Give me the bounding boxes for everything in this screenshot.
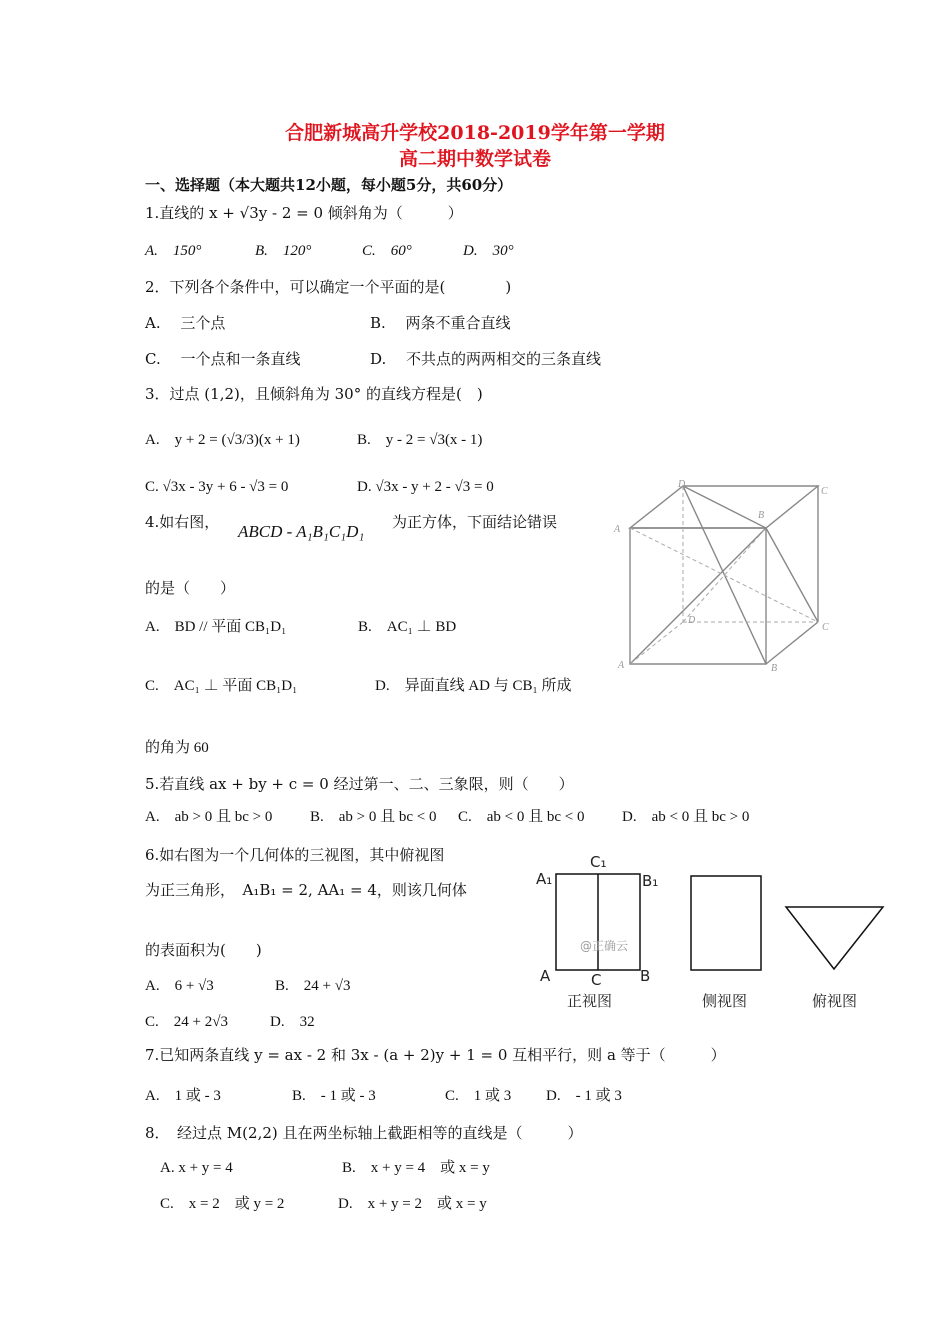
q1-stem: 1.直线的 x + √3y - 2 = 0 倾斜角为（ ）: [145, 204, 463, 222]
q4-option-d: D. 异面直线 AD 与 CB₁ 所成: [375, 678, 572, 694]
title-line-2: 高二期中数学试卷: [398, 148, 551, 170]
q8-stem: 8． 经过点 M(2,2) 且在两坐标轴上截距相等的直线是（ ）: [145, 1124, 583, 1142]
view-label-c: C: [591, 971, 602, 989]
cube-label-d1: D: [678, 479, 686, 490]
cube-label-d: D: [688, 615, 696, 626]
three-view-figure: [530, 850, 900, 1020]
q3-option-a: A. y + 2 = (√3/3)(x + 1): [145, 432, 300, 448]
q7-stem: 7.已知两条直线 y = ax - 2 和 3x - (a + 2)y + 1 = 0 互相平行，则 a 等于（ ）: [145, 1046, 726, 1064]
q2-option-b: B. 两条不重合直线: [370, 314, 511, 332]
q5-option-a: A. ab > 0 且 bc > 0: [145, 809, 273, 825]
title-line-1: 合肥新城高升学校2018-2019学年第一学期: [285, 122, 665, 144]
q6-option-c: C. 24 + 2√3: [145, 1014, 228, 1030]
q8-option-d: D. x + y = 2 或 x = y: [338, 1196, 487, 1212]
q7-option-d: D. - 1 或 3: [546, 1088, 622, 1104]
q5-stem: 5.若直线 ax + by + c = 0 经过第一、二、三象限，则（ ）: [145, 775, 574, 793]
q7-option-a: A. 1 或 - 3: [145, 1088, 221, 1104]
cube-label-b1: B: [758, 510, 765, 521]
q4-option-b: B. AC₁ ⊥ BD: [358, 619, 457, 635]
q3-option-b: B. y - 2 = √3(x - 1): [357, 432, 483, 448]
section-heading: 一、选择题（本大题共12小题，每小题5分，共60分）: [145, 176, 513, 194]
q4-stem-part2: 为正方体，下面结论错误: [392, 513, 558, 531]
q1-option-a: A. 150°: [145, 243, 202, 259]
q6-option-b: B. 24 + √3: [275, 978, 351, 994]
q6-option-d: D. 32: [270, 1014, 315, 1030]
q3-stem: 3．过点 (1,2)，且倾斜角为 30° 的直线方程是( ): [145, 385, 483, 403]
q3-option-d: D. √3x - y + 2 - √3 = 0: [357, 479, 494, 495]
cube-label-c: C: [822, 622, 829, 633]
q6-stem-line1: 6.如右图为一个几何体的三视图，其中俯视图: [145, 846, 445, 864]
q4-option-a: A. BD // 平面 CB₁D₁: [145, 619, 287, 635]
view-label-b: B: [640, 967, 651, 985]
q8-option-c: C. x = 2 或 y = 2: [160, 1196, 285, 1212]
view-label-a: A: [540, 967, 551, 985]
q6-stem-line2: 为正三角形， A₁B₁ = 2, AA₁ = 4，则该几何体: [145, 881, 467, 899]
q5-option-b: B. ab > 0 且 bc < 0: [310, 809, 437, 825]
cube-label-a: A: [618, 660, 625, 671]
q5-option-d: D. ab < 0 且 bc > 0: [622, 809, 750, 825]
q1-option-c: C. 60°: [362, 243, 412, 259]
q5-option-c: C. ab < 0 且 bc < 0: [458, 809, 585, 825]
q4-option-c: C. AC₁ ⊥ 平面 CB₁D₁: [145, 678, 298, 694]
q4-stem-formula: ABCD - A₁B₁C₁D₁: [238, 522, 365, 541]
q6-option-a: A. 6 + √3: [145, 978, 214, 994]
q2-option-a: A. 三个点: [145, 314, 226, 332]
view-label-b1: B₁: [642, 872, 659, 890]
q7-option-c: C. 1 或 3: [445, 1088, 512, 1104]
q1-option-d: D. 30°: [463, 243, 514, 259]
cube-figure: [608, 478, 838, 678]
top-view-label: 俯视图: [812, 992, 858, 1010]
side-view-label: 侧视图: [702, 992, 748, 1010]
q4-option-d-cont: 的角为 60: [145, 740, 209, 756]
q3-option-c: C. √3x - 3y + 6 - √3 = 0: [145, 479, 289, 495]
view-label-c1: C₁: [590, 853, 607, 871]
q6-stem-line3: 的表面积为( ): [145, 941, 262, 959]
front-view-label: 正视图: [567, 992, 613, 1010]
cube-label-a1: A: [614, 524, 621, 535]
cube-label-c1: C: [821, 486, 828, 497]
q7-option-b: B. - 1 或 - 3: [292, 1088, 376, 1104]
q8-option-b: B. x + y = 4 或 x = y: [342, 1160, 490, 1176]
q2-option-d: D. 不共点的两两相交的三条直线: [370, 350, 602, 368]
q2-option-c: C. 一个点和一条直线: [145, 350, 301, 368]
q1-option-b: B. 120°: [255, 243, 312, 259]
q8-option-a: A. x + y = 4: [160, 1160, 233, 1176]
q4-stem-part3: 的是（ ）: [145, 579, 236, 597]
q2-stem: 2．下列各个条件中，可以确定一个平面的是( ): [145, 278, 512, 296]
watermark: @正确云: [580, 939, 629, 953]
cube-label-b: B: [771, 663, 778, 674]
view-label-a1: A₁: [536, 870, 553, 888]
q4-stem-part1: 4.如右图，: [145, 513, 220, 531]
